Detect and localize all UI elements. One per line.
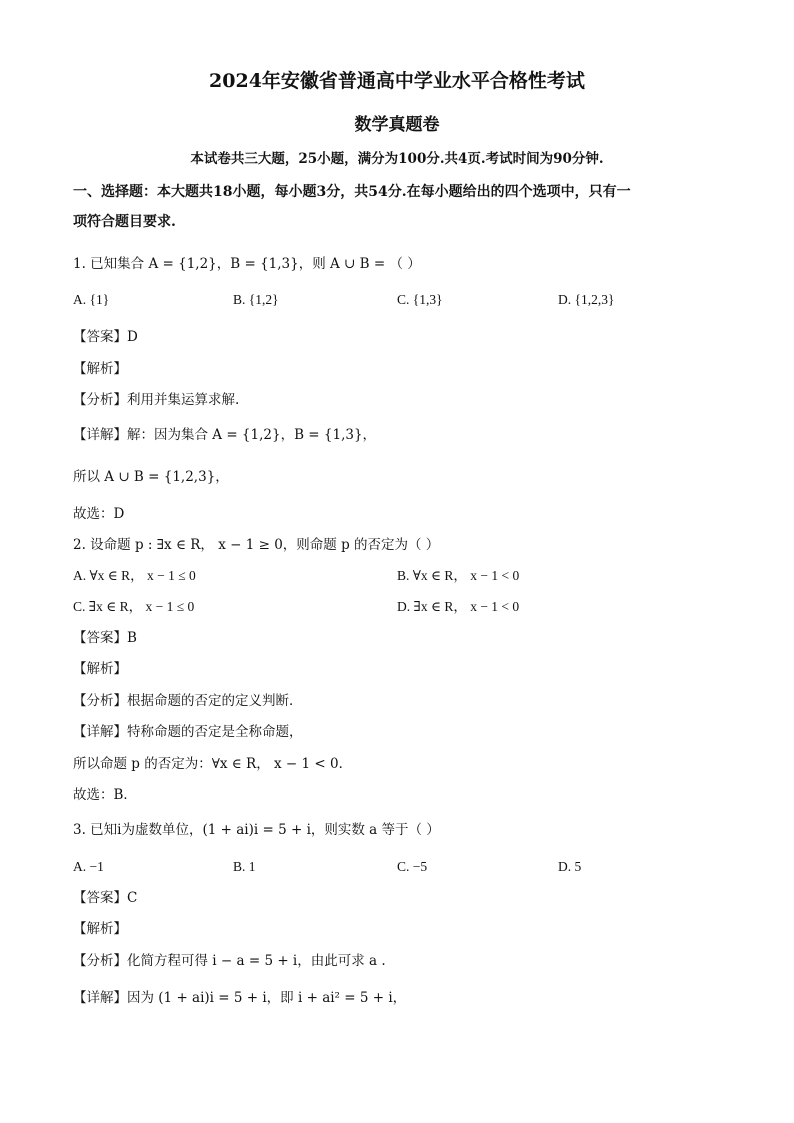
q1-analysis-header: 【解析】	[73, 361, 127, 377]
q1-option-b: B. {1,2}	[233, 292, 279, 307]
exam-title: 2024年安徽省普通高中学业水平合格性考试	[209, 70, 585, 92]
q1-option-a: A. {1}	[73, 292, 110, 307]
q2-fenxi: 【分析】根据命题的否定的定义判断．	[73, 693, 303, 709]
q3-option-d: D. 5	[558, 859, 582, 874]
q2-stem: 2. 设命题 p : ∃x ∈ R， x − 1 ≥ 0，则命题 p 的否定为（ ）	[73, 537, 440, 553]
q1-stem: 1. 已知集合 A = {1,2}，B = {1,3}，则 A ∪ B = （ ）	[73, 256, 421, 272]
q1-choice: 故选：D	[73, 506, 125, 522]
q2-option-c: C. ∃x ∈ R， x − 1 ≤ 0	[73, 599, 195, 614]
q2-option-b: B. ∀x ∈ R， x − 1 < 0	[397, 568, 520, 583]
q1-option-d: D. {1,2,3}	[558, 292, 615, 307]
q3-option-a: A. −1	[73, 859, 104, 874]
q2-analysis-header: 【解析】	[73, 661, 127, 677]
section1-heading-line2: 项符合题目要求.	[73, 214, 176, 230]
q2-option-d: D. ∃x ∈ R， x − 1 < 0	[397, 599, 520, 614]
q1-answer: 【答案】D	[73, 329, 138, 345]
q2-answer: 【答案】B	[73, 630, 137, 646]
q1-detail: 【详解】解：因为集合 A = {1,2}，B = {1,3}，	[73, 427, 377, 443]
exam-subtitle: 数学真题卷	[354, 115, 440, 135]
q1-option-c: C. {1,3}	[397, 292, 443, 307]
q1-fenxi: 【分析】利用并集运算求解.	[73, 392, 240, 408]
q2-choice: 故选：B．	[73, 787, 137, 803]
exam-info: 本试卷共三大题，25小题，满分为100分.共4页.考试时间为90分钟.	[190, 151, 604, 167]
q2-detail2: 所以命题 p 的否定为：∀x ∈ R， x − 1 < 0．	[73, 756, 353, 772]
q3-analysis-header: 【解析】	[73, 921, 127, 937]
q3-detail: 【详解】因为 (1 + ai)i = 5 + i，即 i + ai² = 5 + i，	[73, 990, 407, 1006]
q1-detail2: 所以 A ∪ B = {1,2,3}，	[73, 469, 229, 485]
q3-stem: 3. 已知i为虚数单位，(1 + ai)i = 5 + i，则实数 a 等于（ ）	[73, 822, 440, 838]
q3-option-b: B. 1	[233, 859, 256, 874]
q2-detail: 【详解】特称命题的否定是全称命题，	[73, 724, 303, 740]
section1-heading-line1: 一、选择题：本大题共18小题，每小题3分，共54分.在每小题给出的四个选项中，只有一	[73, 184, 631, 200]
q3-option-c: C. −5	[397, 859, 428, 874]
q3-answer: 【答案】C	[73, 890, 138, 906]
q2-option-a: A. ∀x ∈ R， x − 1 ≤ 0	[73, 568, 196, 583]
q3-fenxi: 【分析】化简方程可得 i − a = 5 + i，由此可求 a .	[73, 953, 386, 969]
